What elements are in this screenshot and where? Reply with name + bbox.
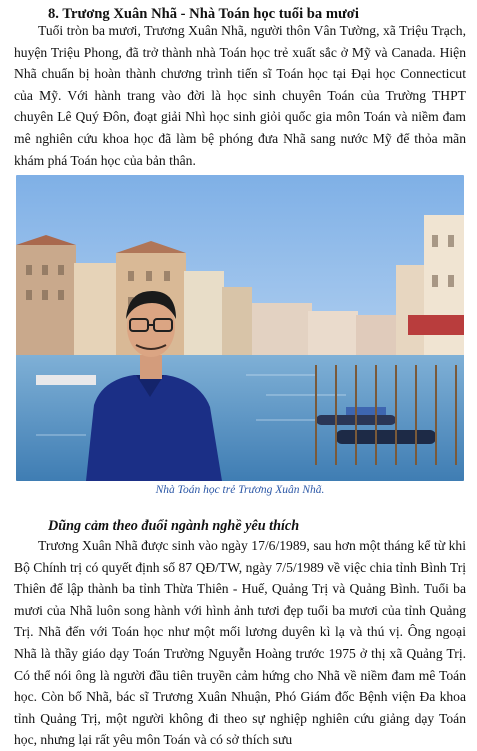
section-subheading: Dũng cảm theo đuổi ngành nghề yêu thích xyxy=(48,518,300,534)
body-paragraph: Trương Xuân Nhã được sinh vào ngày 17/6/1989, sau hơn một tháng kể từ khi Bộ Chính trị có quyết định số 87 QĐ/TW, ngày 7/5/1989 về việc chia tỉnh Bình Trị Thiên để lập thành ba tỉnh Thừa Thiên - Huế, Quảng Trị và Quảng Bình. Tuổi ba mươi của Nhã luôn song hành với hình ảnh tươi đẹp tuổi ba mươi của tỉnh Quảng Trị. Nhã đến với Toán học như một mối lương duyên kì lạ và thú vị. Ông ngoại Nhã là thầy giáo dạy Toán Trường Nguyễn Hoàng trước 1975 ở thị xã Quảng Trị. Có thể nói ông là người đầu tiên truyền cảm hứng cho Nhã về niềm đam mê Toán học. Còn bố Nhã, bác sĩ Trương Xuân Nhuận, Phó Giám đốc Bệnh viện Đa khoa tỉnh Quảng Trị, một người không đi theo sự nghiệp nghiên cứu giảng dạy Toán học, nhưng lại rất yêu môn Toán và có sở thích sưu xyxy=(14,538,466,748)
section-heading: 8. Trương Xuân Nhã - Nhà Toán học tuổi ba mươi xyxy=(48,6,359,22)
intro-paragraph: Tuổi tròn ba mươi, Trương Xuân Nhã, người thôn Vân Tường, xã Triệu Trạch, huyện Triệu Phong, đã trở thành nhà Toán học trẻ xuất sắc ở Mỹ và Canada. Hiện Nhã chuẩn bị hoàn thành chương trình tiến sĩ Toán học tại Đại học Connecticut của Mỹ. Với hành trang vào đời là học sinh chuyên Toán của Trường THPT chuyên Lê Quý Đôn, đoạt giải Nhì học sinh giỏi quốc gia môn Toán và niềm đam mê nghiên cứu khoa học đã làm bệ phóng đưa Nhã sang nước Mỹ để thỏa mãn khám phá Toán học của bản thân. xyxy=(14,23,466,168)
portrait-photo xyxy=(16,175,464,481)
photo-caption: Nhà Toán học trẻ Trương Xuân Nhã. xyxy=(155,484,325,496)
